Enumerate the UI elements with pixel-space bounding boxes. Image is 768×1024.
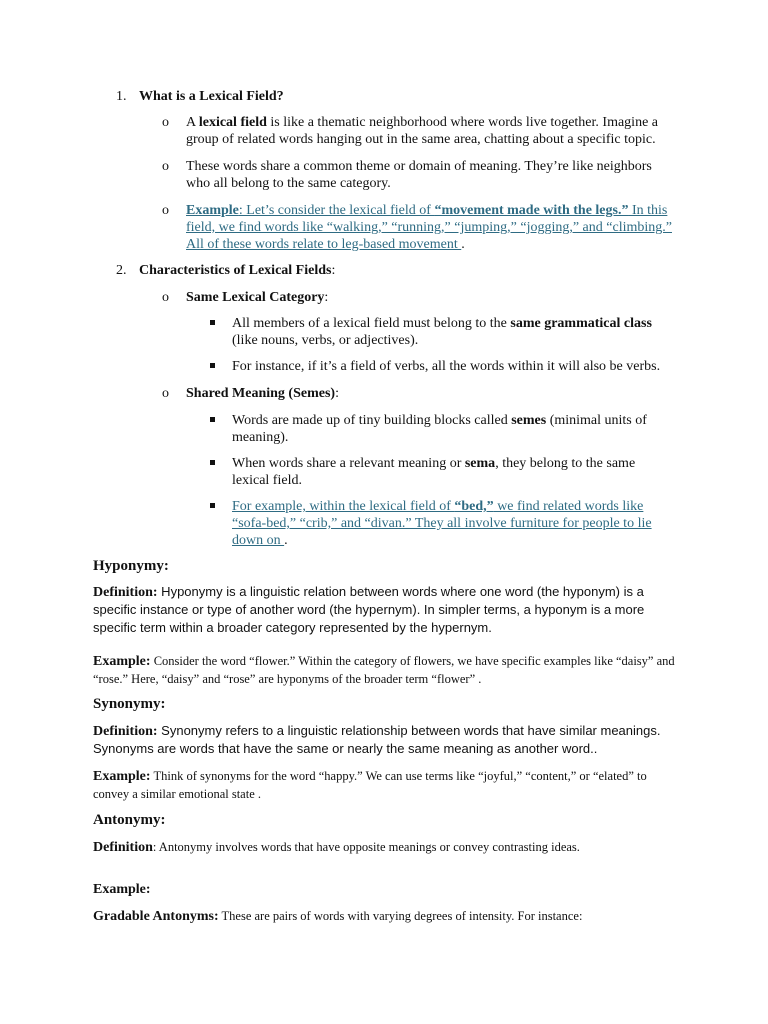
square-bullet-icon <box>210 363 215 368</box>
list-item: For instance, if it’s a field of verbs, all the words within it will also be verbs. <box>232 359 661 374</box>
circle-bullet-icon: o <box>162 115 169 130</box>
example-link-item[interactable]: Example: Let’s consider the lexical field of “movement made with the legs.” In this field, we find words like “walking,” “running,” “jumping,” “jogging,” and “climbing.” All of these words relate to leg-based movement . <box>186 203 672 252</box>
circle-bullet-icon: o <box>162 203 169 218</box>
section-heading: What is a Lexical Field? <box>139 89 284 104</box>
circle-bullet-icon: o <box>162 159 169 174</box>
hyponymy-example: Example: Consider the word “flower.” Within the category of flowers, we have specific examples like “daisy” and “rose.” Here, “daisy” and “rose” are hyponyms of the broader term “flower” . <box>93 654 675 686</box>
square-bullet-icon <box>210 320 215 325</box>
gradable-antonyms: Gradable Antonyms: These are pairs of words with varying degrees of intensity. For instance: <box>93 909 583 924</box>
antonymy-example-label: Example: <box>93 882 151 897</box>
list-number: 2. <box>116 263 127 278</box>
list-item: A lexical field is like a thematic neighborhood where words live together. Imagine a group of related words hanging out in the same area, chatting about a specific topic. <box>186 115 658 147</box>
circle-bullet-icon: o <box>162 290 169 305</box>
list-item: All members of a lexical field must belong to the same grammatical class (like nouns, verbs, or adjectives). <box>232 316 652 348</box>
antonymy-heading: Antonymy: <box>93 812 166 828</box>
subsection-heading: Shared Meaning (Semes): <box>186 386 339 401</box>
square-bullet-icon <box>210 417 215 422</box>
example-link-item[interactable]: For example, within the lexical field of “bed,” we find related words like “sofa-bed,” “crib,” and “divan.” They all involve furniture for people to lie down on . <box>232 499 652 548</box>
list-item: Words are made up of tiny building blocks called semes (minimal units of meaning). <box>232 413 647 445</box>
section-heading: Characteristics of Lexical Fields: <box>139 263 336 278</box>
synonymy-definition: Definition: Synonymy refers to a linguistic relationship between words that have similar meanings. Synonyms are words that have the same or nearly the same meaning as another word.. <box>93 723 661 756</box>
list-item: When words share a relevant meaning or sema, they belong to the same lexical field. <box>232 456 636 488</box>
subsection-heading: Same Lexical Category: <box>186 290 329 305</box>
list-item: These words share a common theme or domain of meaning. They’re like neighbors who all belong to the same category. <box>186 159 652 191</box>
circle-bullet-icon: o <box>162 386 169 401</box>
hyponymy-definition: Definition: Hyponymy is a linguistic relation between words where one word (the hyponym) is a specific instance or type of another word (the hypernym). In simpler terms, a hyponym is a more specific term within a broader category represented by the hypernym. <box>93 584 645 635</box>
antonymy-definition: Definition: Antonymy involves words that have opposite meanings or convey contrasting ideas. <box>93 840 580 855</box>
list-number: 1. <box>116 89 127 104</box>
synonymy-example: Example: Think of synonyms for the word “happy.” We can use terms like “joyful,” “content,” or “elated” to convey a similar emotional state . <box>93 769 647 801</box>
square-bullet-icon <box>210 503 215 508</box>
hyponymy-heading: Hyponymy: <box>93 558 169 574</box>
synonymy-heading: Synonymy: <box>93 696 166 712</box>
square-bullet-icon <box>210 460 215 465</box>
